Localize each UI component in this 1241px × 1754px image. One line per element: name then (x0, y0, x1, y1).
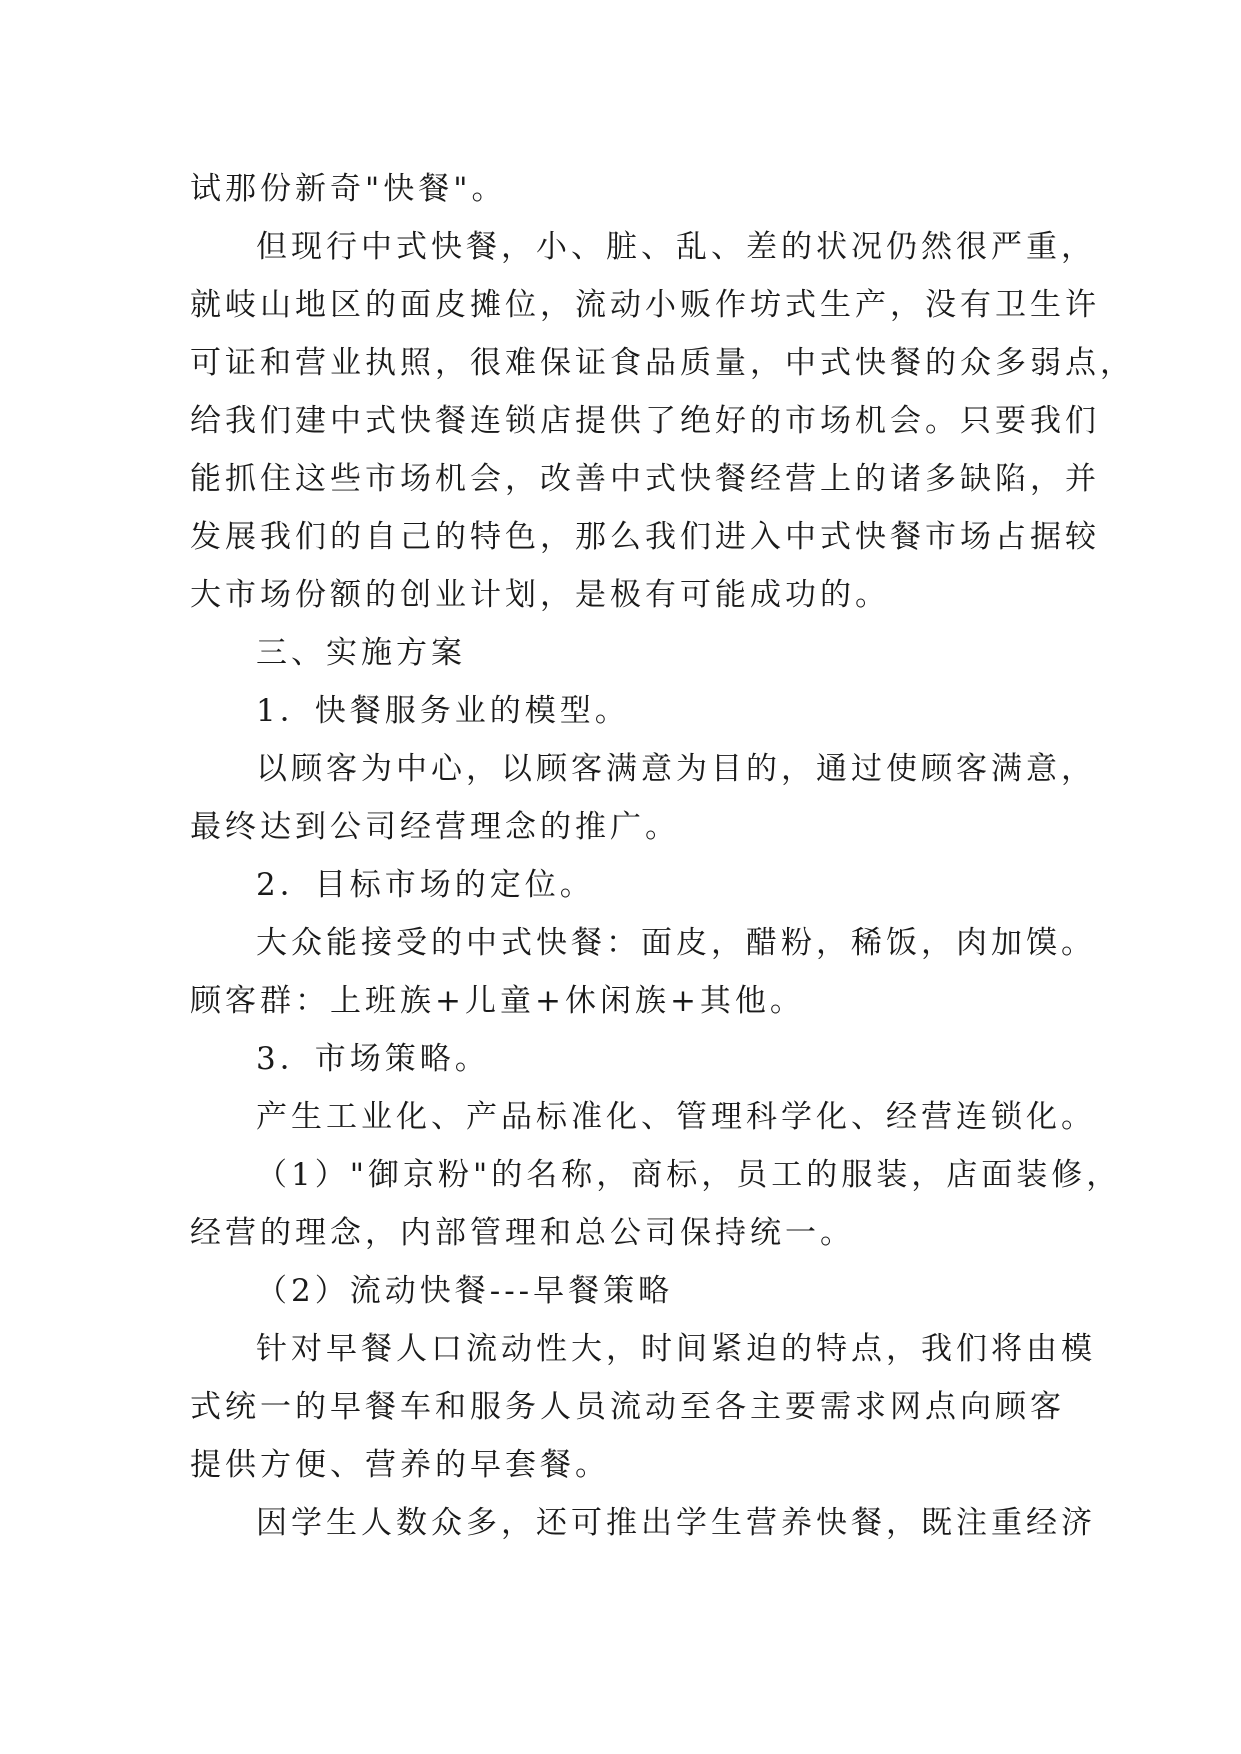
document-body (190, 160, 1135, 1552)
text-line: 产生工业化、产品标准化、管理科学化、经营连锁化。 (256, 1099, 1096, 1135)
text-line: 因学生人数众多，还可推出学生营养快餐，既注重经济 (256, 1505, 1096, 1541)
text-line: 给我们建中式快餐连锁店提供了绝好的市场机会。只要我们 (190, 403, 1100, 439)
text-line: 就岐山地区的面皮摊位，流动小贩作坊式生产，没有卫生许 (190, 287, 1100, 323)
text-line: 1．快餐服务业的模型。 (256, 693, 630, 729)
text-line: （2）流动快餐---早餐策略 (256, 1273, 674, 1309)
text-line: 式统一的早餐车和服务人员流动至各主要需求网点向顾客 (190, 1389, 1065, 1425)
text-line: 最终达到公司经营理念的推广。 (190, 809, 680, 845)
text-line: 试那份新奇"快餐"。 (190, 171, 507, 207)
text-line: 经营的理念，内部管理和总公司保持统一。 (190, 1215, 855, 1251)
text-line: 发展我们的自己的特色，那么我们进入中式快餐市场占据较 (190, 519, 1100, 555)
text-line: 3．市场策略。 (256, 1041, 490, 1077)
text-line: 大众能接受的中式快餐：面皮，醋粉，稀饭，肉加馍。 (256, 925, 1096, 961)
text-line: 能抓住这些市场机会，改善中式快餐经营上的诸多缺陷，并 (190, 461, 1100, 497)
text-line: （1）"御京粉"的名称，商标，员工的服装，店面装修， (256, 1157, 1122, 1193)
text-line: 大市场份额的创业计划，是极有可能成功的。 (190, 577, 890, 613)
text-line: 三、实施方案 (256, 635, 466, 671)
text-line: 顾客群：上班族+儿童+休闲族+其他。 (190, 983, 805, 1019)
text-line: 以顾客为中心，以顾客满意为目的，通过使顾客满意， (256, 751, 1096, 787)
text-line: 针对早餐人口流动性大，时间紧迫的特点，我们将由模 (256, 1331, 1096, 1367)
text-line: 但现行中式快餐，小、脏、乱、差的状况仍然很严重， (256, 229, 1096, 265)
text-line: 2．目标市场的定位。 (256, 867, 595, 903)
text-line: 可证和营业执照，很难保证食品质量，中式快餐的众多弱点， (190, 345, 1135, 381)
text-line: 提供方便、营养的早套餐。 (190, 1447, 610, 1483)
